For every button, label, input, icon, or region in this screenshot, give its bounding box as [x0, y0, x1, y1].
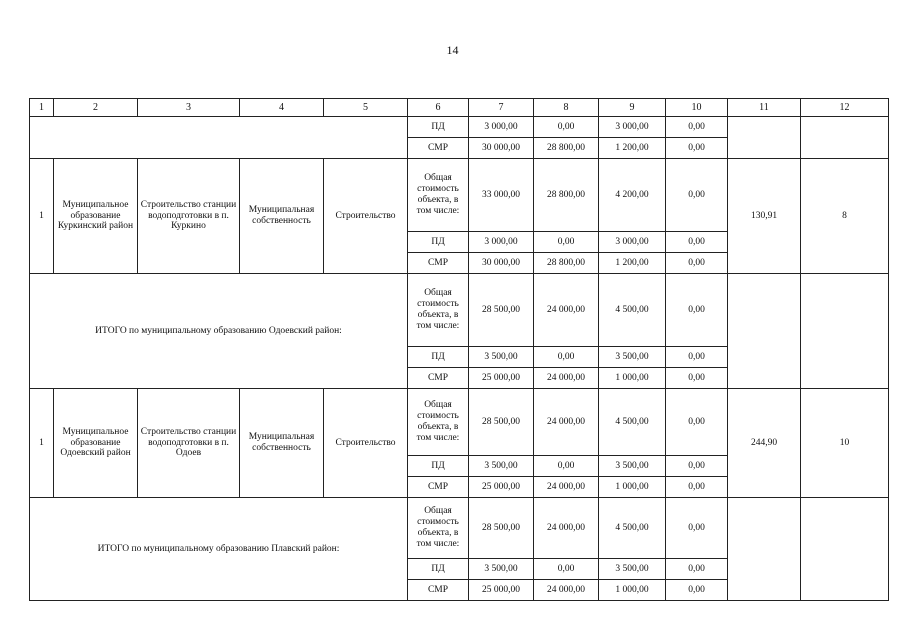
investment-table [29, 98, 889, 601]
total-label: ИТОГО по муниципальному образованию Одоевский район: [30, 274, 408, 389]
object-name-cell: Строительство станции водоподготовки в п. Куркино [138, 159, 240, 274]
empty-cell [801, 117, 889, 159]
value-cell: 3 500,00 [469, 559, 534, 580]
municipality-cell: Муниципальное образование Одоевский район [54, 389, 138, 498]
ownership-cell: Муниципальная собственность [240, 159, 324, 274]
row-label: Общая стоимость объекта, в том числе: [408, 159, 469, 232]
value-cell: 25 000,00 [469, 580, 534, 601]
capacity-cell: 244,90 [728, 389, 801, 498]
value-cell: 0,00 [534, 559, 599, 580]
value-cell: 33 000,00 [469, 159, 534, 232]
value-cell: 24 000,00 [534, 389, 599, 456]
value-cell: 25 000,00 [469, 368, 534, 389]
page-number: 14 [446, 43, 459, 57]
value-cell: 4 500,00 [599, 498, 666, 559]
value-cell: 0,00 [534, 456, 599, 477]
header-cell: 10 [666, 99, 728, 117]
value-cell: 3 500,00 [469, 347, 534, 368]
header-cell: 3 [138, 99, 240, 117]
value-cell: 24 000,00 [534, 477, 599, 498]
value-cell: 3 500,00 [599, 456, 666, 477]
value-cell: 4 200,00 [599, 159, 666, 232]
table-row [30, 498, 889, 559]
header-cell: 12 [801, 99, 889, 117]
value-cell: 28 800,00 [534, 159, 599, 232]
header-cell: 9 [599, 99, 666, 117]
empty-cell [801, 274, 889, 389]
row-label: ПД [408, 232, 469, 253]
value-cell: 4 500,00 [599, 274, 666, 347]
row-label: Общая стоимость объекта, в том числе: [408, 274, 469, 347]
value-cell: 0,00 [666, 456, 728, 477]
row-label: Общая стоимость объекта, в том числе: [408, 389, 469, 456]
row-number: 1 [30, 389, 54, 498]
value-cell: 24 000,00 [534, 368, 599, 389]
value-cell: 0,00 [534, 347, 599, 368]
value-cell: 0,00 [666, 368, 728, 389]
empty-cell [728, 274, 801, 389]
row-label: СМР [408, 138, 469, 159]
table-row [30, 389, 889, 456]
value-cell: 1 200,00 [599, 253, 666, 274]
row-label: ПД [408, 456, 469, 477]
value-cell: 28 800,00 [534, 138, 599, 159]
value-cell: 1 000,00 [599, 580, 666, 601]
total-label: ИТОГО по муниципальному образованию Плавский район: [30, 498, 408, 601]
value-cell: 28 500,00 [469, 389, 534, 456]
header-cell: 11 [728, 99, 801, 117]
value-cell: 28 500,00 [469, 274, 534, 347]
value-cell: 0,00 [666, 159, 728, 232]
value-cell: 0,00 [666, 498, 728, 559]
row-number: 1 [30, 159, 54, 274]
value-cell: 0,00 [666, 559, 728, 580]
value-cell: 3 000,00 [599, 117, 666, 138]
empty-cell [728, 117, 801, 159]
capacity-cell: 130,91 [728, 159, 801, 274]
value-cell: 0,00 [666, 274, 728, 347]
value-cell: 30 000,00 [469, 253, 534, 274]
value-cell: 24 000,00 [534, 274, 599, 347]
value-cell: 0,00 [666, 138, 728, 159]
value-cell: 0,00 [666, 347, 728, 368]
value-cell: 0,00 [534, 232, 599, 253]
value-cell: 30 000,00 [469, 138, 534, 159]
value-cell: 3 000,00 [469, 232, 534, 253]
value-cell: 0,00 [666, 389, 728, 456]
value-cell: 28 800,00 [534, 253, 599, 274]
value-cell: 1 000,00 [599, 477, 666, 498]
table-row [30, 274, 889, 347]
header-cell: 7 [469, 99, 534, 117]
col12-cell: 8 [801, 159, 889, 274]
empty-cell [728, 498, 801, 601]
empty-cell [801, 498, 889, 601]
value-cell: 25 000,00 [469, 477, 534, 498]
value-cell: 24 000,00 [534, 498, 599, 559]
value-cell: 0,00 [666, 117, 728, 138]
value-cell: 0,00 [666, 232, 728, 253]
value-cell: 0,00 [534, 117, 599, 138]
value-cell: 3 500,00 [599, 347, 666, 368]
empty-cell [30, 117, 408, 159]
row-label: СМР [408, 253, 469, 274]
col12-cell: 10 [801, 389, 889, 498]
value-cell: 3 000,00 [599, 232, 666, 253]
value-cell: 3 500,00 [599, 559, 666, 580]
row-label: Общая стоимость объекта, в том числе: [408, 498, 469, 559]
header-cell: 6 [408, 99, 469, 117]
value-cell: 1 200,00 [599, 138, 666, 159]
municipality-cell: Муниципальное образование Куркинский район [54, 159, 138, 274]
header-row [30, 99, 889, 117]
value-cell: 28 500,00 [469, 498, 534, 559]
value-cell: 1 000,00 [599, 368, 666, 389]
value-cell: 4 500,00 [599, 389, 666, 456]
value-cell: 0,00 [666, 580, 728, 601]
header-cell: 5 [324, 99, 408, 117]
table-row [30, 159, 889, 232]
row-label: СМР [408, 477, 469, 498]
row-label: СМР [408, 368, 469, 389]
header-cell: 8 [534, 99, 599, 117]
row-label: ПД [408, 117, 469, 138]
header-cell: 4 [240, 99, 324, 117]
value-cell: 0,00 [666, 253, 728, 274]
value-cell: 24 000,00 [534, 580, 599, 601]
value-cell: 3 500,00 [469, 456, 534, 477]
object-name-cell: Строительство станции водоподготовки в п. Одоев [138, 389, 240, 498]
row-label: СМР [408, 580, 469, 601]
row-label: ПД [408, 347, 469, 368]
ownership-cell: Муниципальная собственность [240, 389, 324, 498]
table-row [30, 117, 889, 138]
work-type-cell: Строительство [324, 389, 408, 498]
value-cell: 3 000,00 [469, 117, 534, 138]
work-type-cell: Строительство [324, 159, 408, 274]
row-label: ПД [408, 559, 469, 580]
header-cell: 2 [54, 99, 138, 117]
header-cell: 1 [30, 99, 54, 117]
value-cell: 0,00 [666, 477, 728, 498]
